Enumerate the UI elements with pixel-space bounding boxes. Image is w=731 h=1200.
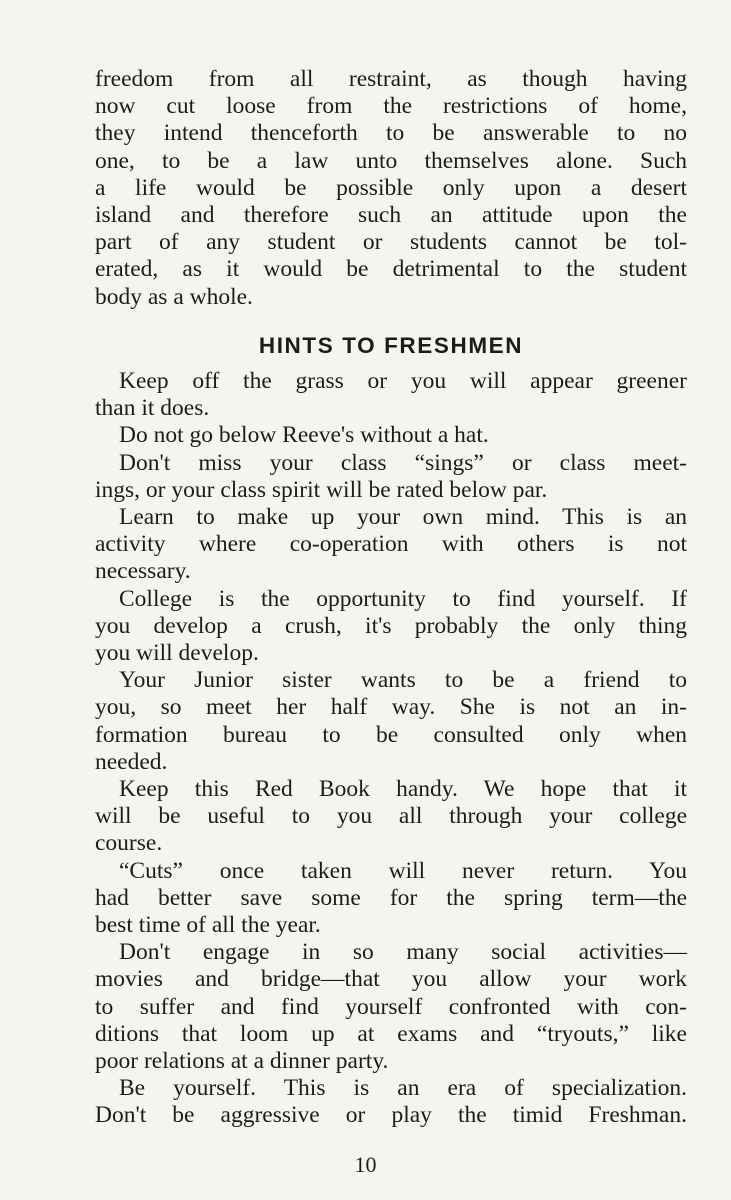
hint-item (95, 939, 687, 1075)
text-line: “Cuts” once taken will never return. You (119, 857, 687, 884)
text-line: Keep this Red Book handy. We hope that it (119, 776, 687, 803)
text-line: one, to be a law unto themselves alone. Such (95, 147, 687, 174)
hint-item (95, 858, 687, 940)
hints-list (95, 368, 687, 1130)
hint-item (95, 422, 687, 449)
text-line: needed. (95, 748, 168, 775)
text-line: you develop a crush, it's probably the only thing (95, 612, 687, 639)
text-line: Learn to make up your own mind. This is an (119, 504, 687, 531)
hint-item (95, 667, 687, 776)
text-line: a life would be possible only upon a desert (95, 174, 687, 201)
text-line: ings, or your class spirit will be rated below par. (95, 476, 548, 503)
text-line: Keep off the grass or you will appear greener (119, 368, 687, 394)
text-line: activity where co-operation with others is not (95, 531, 687, 558)
text-line: will be useful to you all through your college (95, 803, 687, 830)
hint-item (95, 450, 687, 504)
text-line: you will develop. (95, 640, 259, 667)
text-line: they intend thenceforth to be answerable to no (95, 120, 687, 147)
intro-paragraph (95, 66, 687, 311)
text-line: part of any student or students cannot be tol- (95, 229, 687, 256)
text-line: than it does. (95, 395, 210, 422)
text-line: necessary. (95, 558, 191, 585)
text-line: Don't be aggressive or play the timid Freshman. (95, 1102, 687, 1129)
text-line: Do not go below Reeve's without a hat. (119, 422, 489, 449)
text-line: erated, as it would be detrimental to the student (95, 256, 687, 283)
text-line: Don't engage in so many social activities— (119, 939, 687, 966)
text-line: course. (95, 830, 163, 857)
hint-item (95, 776, 687, 858)
text-line: to suffer and find yourself confronted with con- (95, 993, 687, 1020)
hint-item (95, 586, 687, 668)
hint-item (95, 504, 687, 586)
text-line: body as a whole. (95, 283, 253, 310)
text-line: island and therefore such an attitude upon the (95, 202, 687, 229)
hint-item (95, 368, 687, 422)
text-line: Your Junior sister wants to be a friend to (119, 667, 687, 694)
text-line: College is the opportunity to find yourself. If (119, 585, 687, 612)
text-line: ditions that loom up at exams and “tryouts,” like (95, 1020, 687, 1047)
text-line: now cut loose from the restrictions of home, (95, 93, 687, 120)
text-line: had better save some for the spring term—the (95, 884, 687, 911)
text-line: you, so meet her half way. She is not an in- (95, 694, 687, 721)
text-line: Be yourself. This is an era of specialization. (119, 1075, 687, 1102)
text-line: movies and bridge—that you allow your work (95, 966, 687, 993)
text-line: poor relations at a dinner party. (95, 1048, 389, 1075)
text-line: Don't miss your class “sings” or class meet- (119, 449, 687, 476)
hint-item (95, 1075, 687, 1129)
section-heading: HINTS TO FRESHMEN (258, 333, 524, 358)
page-number: 10 (354, 1152, 377, 1177)
text-line: freedom from all restraint, as though having (95, 66, 687, 92)
text-line: best time of all the year. (95, 912, 321, 939)
text-line: formation bureau to be consulted only when (95, 721, 687, 748)
